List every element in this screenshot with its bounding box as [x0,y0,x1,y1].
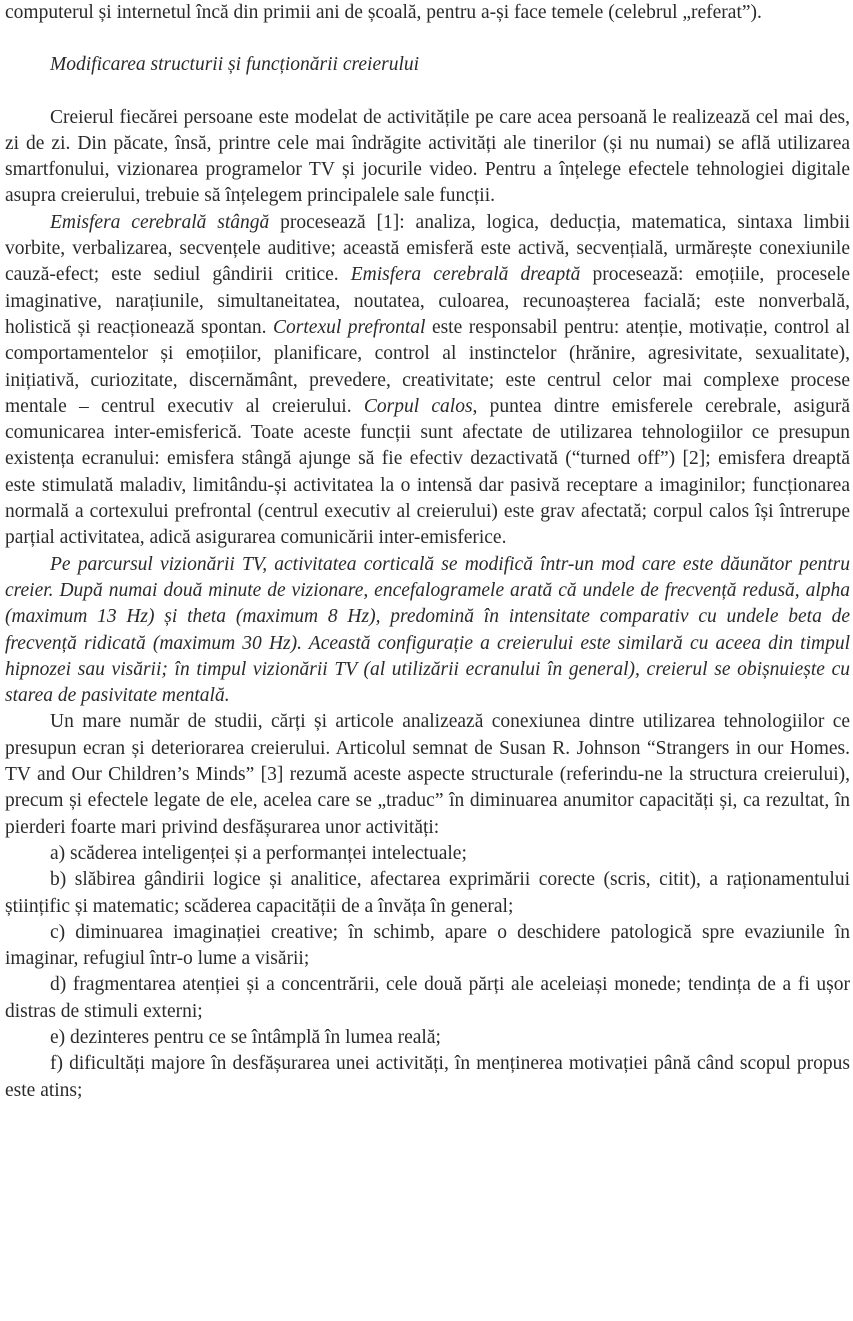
term-left-hemisphere: Emisfera cerebrală stângă [50,211,270,233]
paragraph-studies: Un mare număr de studii, cărți și articole analizează conexiunea dintre utilizarea tehnologiilor ce presupun ecran și deteriorarea creierului. Articolul semnat de Susan R. Johnson “Strangers in our Homes. TV and Our Children’s Minds” [3] rezumă aceste aspecte structurale (referindu-ne la structura creierului), precum și efectele legate de ele, acelea care se „traduc” în diminuarea anumitor capacități și, ca rezultat, în pierderi foarte mari privind desfășurarea unor activități: [5,711,850,838]
paragraph-intro: computerul și internetul încă din primii ani de școală, pentru a-și face temele (celebrul „referat”). [5,2,762,23]
list-item-e: e) dezinteres pentru ce se întâmplă în lumea reală; [50,1026,441,1048]
document-page [5,0,850,1104]
paragraph-brain-functions [5,210,850,552]
text-right-hemisphere: procesează: emoțiile, procesele imaginative, narațiunile, simultaneitatea, noutatea, culoarea, recunoașterea facială; este nonverbală, holistică și reacționează spontan. [5,264,850,338]
text-prefrontal-cortex: este responsabil pentru: atenție, motivație, control al comportamentelor și emoțiilor, planificare, control al instinctelor (hrănire, agresivitate, sexualitate), inițiativă, curiozitate, discernământ, prevedere, creativitate; este centrul celor mai complexe procese mentale – centrul executiv al creierului. [5,316,850,417]
list-item-d: d) fragmentarea atenției și a concentrării, cele două părți ale aceleiași monede; tendința de a fi ușor distras de stimuli externi; [5,974,850,1022]
text-corpus-callosum: , puntea dintre emisferele cerebrale, asigură comunicarea inter-emisferică. Toate aceste funcții sunt afectate de utilizarea tehnologiilor ce presupun existența ecranului: emisfera stângă ajunge să fie efectiv dezactivată (“turned off”) [2]; emisfera dreaptă este stimulată maladiv, limitându-și activitatea la o intensă dar pasivă receptare a imaginilor; funcționarea normală a cortexului prefrontal (centrul executiv al creierului) este grav afectată; corpul calos își întrerupe parțial activitatea, adică asigurarea comunicării inter-emisferice. [5,395,850,549]
term-corpus-callosum: Corpul calos [363,395,473,417]
list-item-a: a) scăderea inteligenței și a performanței intelectuale; [50,842,467,864]
list-item-f: f) dificultăți majore în desfășurarea unei activități, în menținerea motivației până când scopul propus este atins; [5,1053,850,1101]
paragraph-brain-shaping: Creierul fiecărei persoane este modelat de activitățile pe care acea persoană le realizează cel mai des, zi de zi. Din păcate, însă, printre cele mai îndrăgite activități ale tinerilor (și nu numai) se află utilizarea smartfonului, vizionarea programelor TV și jocurile video. Pentru a înțelege efectele tehnologiei digitale asupra creierului, trebuie să înțelegem principalele sale funcții. [5,106,850,207]
list-item-c: c) diminuarea imaginației creative; în schimb, apare o deschidere patologică spre evaziunile în imaginar, refugiul într-o lume a visării; [5,921,850,970]
term-prefrontal-cortex: Cortexul prefrontal [273,316,426,338]
term-right-hemisphere: Emisfera cerebrală dreaptă [350,264,581,286]
list-item-b: b) slăbirea gândirii logice și analitice, afectarea exprimării corecte (scris, citit), a raționamentului științific și matematic; scăderea capacității de a învăța în general; [5,869,850,917]
paragraph-tv-viewing: Pe parcursul vizionării TV, activitatea corticală se modifică într-un mod care este dăunător pentru creier. După numai două minute de vizionare, encefalogramele arată că undele de frecvență redusă, alpha (maximum 13 Hz) și theta (maximum 8 Hz), predomină în intensitate comparativ cu undele beta de frecvență ridicată (maximum 30 Hz). Această configurație a creierului este similară cu aceea din timpul hipnozei sau visării; în timpul vizionării TV (al utilizării ecranului în general), creierul se obișnuiește cu starea de pasivitate mentală. [5,553,850,707]
section-heading: Modificarea structurii și funcționării creierului [50,54,420,76]
text-left-hemisphere: procesează [1]: analiza, logica, deducția, matematica, sintaxa limbii vorbite, verbalizarea, secvențele auditive; această emisferă este activă, secvențială, urmărește conexiunile cauză-efect; este sediul gândirii critice. [5,211,850,286]
